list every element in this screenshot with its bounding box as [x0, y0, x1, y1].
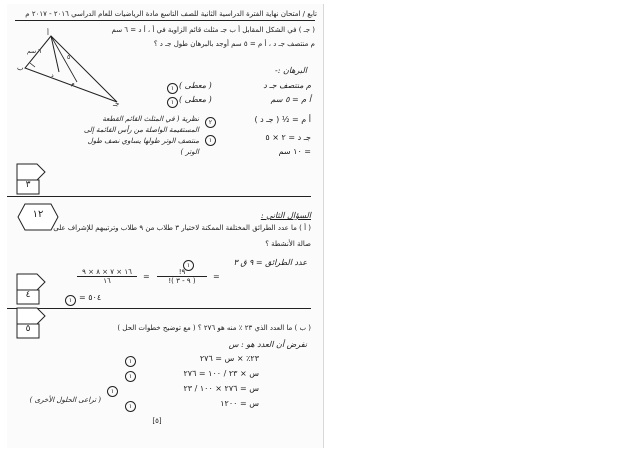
step5-statement: = ١٠ سم — [278, 147, 311, 156]
step1-reason: ( معطى ) — [179, 81, 212, 90]
exam-header: تابع / امتحان نهاية الفترة الدراسية الثانية للصف التاسع مادة الرياضيات للعام الدراسي ٢٠١٦ - ٢٠١٧ م — [25, 10, 317, 18]
part-b-assumption: نفرض أن العدد هو : س — [228, 340, 307, 349]
q2a-line1: ( أ ) ما عدد الطرائق المختلفة الممكنة لاختيار ٣ طلاب من ٩ طلاب وترتيبهم للإشراف على — [53, 224, 311, 232]
q2a-frac-num: !٩ — [157, 268, 207, 277]
q2a-line2: صالة الأنشطة ؟ — [265, 240, 311, 248]
fig-label-d: د — [51, 72, 54, 79]
fig-length-5: ٥ — [67, 54, 71, 61]
total-marks: ١٢ — [32, 209, 44, 220]
circled-score-2: ١ — [167, 97, 178, 108]
part-b-question: ( ب ) ما العدد الذي ٢٣ ٪ منه هو ٢٧٦ ؟ ( مع توضيح خطوات الحل ) — [117, 324, 311, 332]
fig-label-a: أ — [47, 29, 49, 37]
q2a-expanded-fraction — [77, 268, 137, 285]
part-c-question-line1: ( جـ ) في الشكل المقابل أ ب جـ مثلث قائم الزاوية في أ ، أ د = ٦ سم — [111, 26, 315, 34]
q2a-factorial-fraction — [157, 268, 207, 285]
fig-label-m: م — [71, 80, 75, 87]
fig-label-b: ب — [17, 64, 24, 72]
equals-sign-1: = — [143, 272, 150, 281]
circled-score-9: ١ — [107, 386, 118, 397]
header-rule — [15, 20, 315, 21]
circled-score-10: ١ — [125, 401, 136, 412]
circled-score-6: ١ — [65, 295, 76, 306]
section-divider-1 — [7, 196, 311, 197]
circled-score-4: ١ — [205, 135, 216, 146]
fig-label-c: جـ — [113, 100, 120, 108]
step3-statement: أ م = ½ ( جـ د ) — [254, 115, 311, 124]
part-b-line3: س = ٢٧٦ × ١٠٠ / ٢٣ — [183, 384, 259, 393]
q2a-expanded-num: ١٦ × ٧ × ٨ × ٩ — [77, 268, 137, 277]
part-b-line2: س × ٢٣ / ١٠٠ = ٢٧٦ — [183, 369, 259, 378]
step2-reason: ( معطى ) — [179, 95, 212, 104]
proof-title: البرهان :- — [275, 66, 307, 75]
page-number: [٥] — [152, 417, 162, 425]
mark-4: ٤ — [25, 290, 31, 300]
part-b-line4: س = ١٢٠٠ — [220, 399, 259, 408]
part-b-line1: ٢٣٪ × س = ٢٧٦ — [199, 354, 259, 363]
mark-3: ٣ — [25, 180, 31, 190]
part-b-other-solutions: ( تراعى الحلول الأخرى ) — [29, 396, 101, 404]
exam-page — [7, 4, 324, 448]
q2a-expanded-den: ١٦ — [103, 277, 111, 285]
step3-theorem-note: نظرية ( في المثلث القائم القطعة المستقيمة الواصلة من رأس القائمة إلى منتصف الوتر طولها يساوي نصف طول الوتر ) — [83, 115, 199, 156]
circled-score-8: ١ — [125, 371, 136, 382]
circled-score-7: ١ — [125, 356, 136, 367]
circled-score-3: ٢ — [205, 117, 216, 128]
equals-sign-2: = — [213, 272, 220, 281]
step2-statement: أ م = ٥ سم — [270, 95, 311, 104]
circled-score-5: ١ — [183, 260, 194, 271]
q2a-frac-den: !( ٩ - ٣ ) — [168, 277, 196, 285]
q2-title: السؤال الثاني : — [260, 211, 311, 220]
step4-statement: جـ د = ٢ × ٥ — [265, 133, 311, 142]
part-c-question-line2: م منتصف جـ د ، أ م = ٥ سم أوجد بالبرهان طول جـ د ؟ — [153, 40, 315, 48]
step1-statement: م منتصف جـ د — [263, 81, 311, 90]
q2a-result: = ٥٠٤ — [79, 293, 102, 302]
circled-score-1: ١ — [167, 83, 178, 94]
q2a-calc: عدد الطرائق = ٩ ق ٣ — [233, 258, 307, 267]
mark-5: ٥ — [25, 324, 31, 334]
fig-length-6: ٦ سم — [27, 48, 42, 55]
